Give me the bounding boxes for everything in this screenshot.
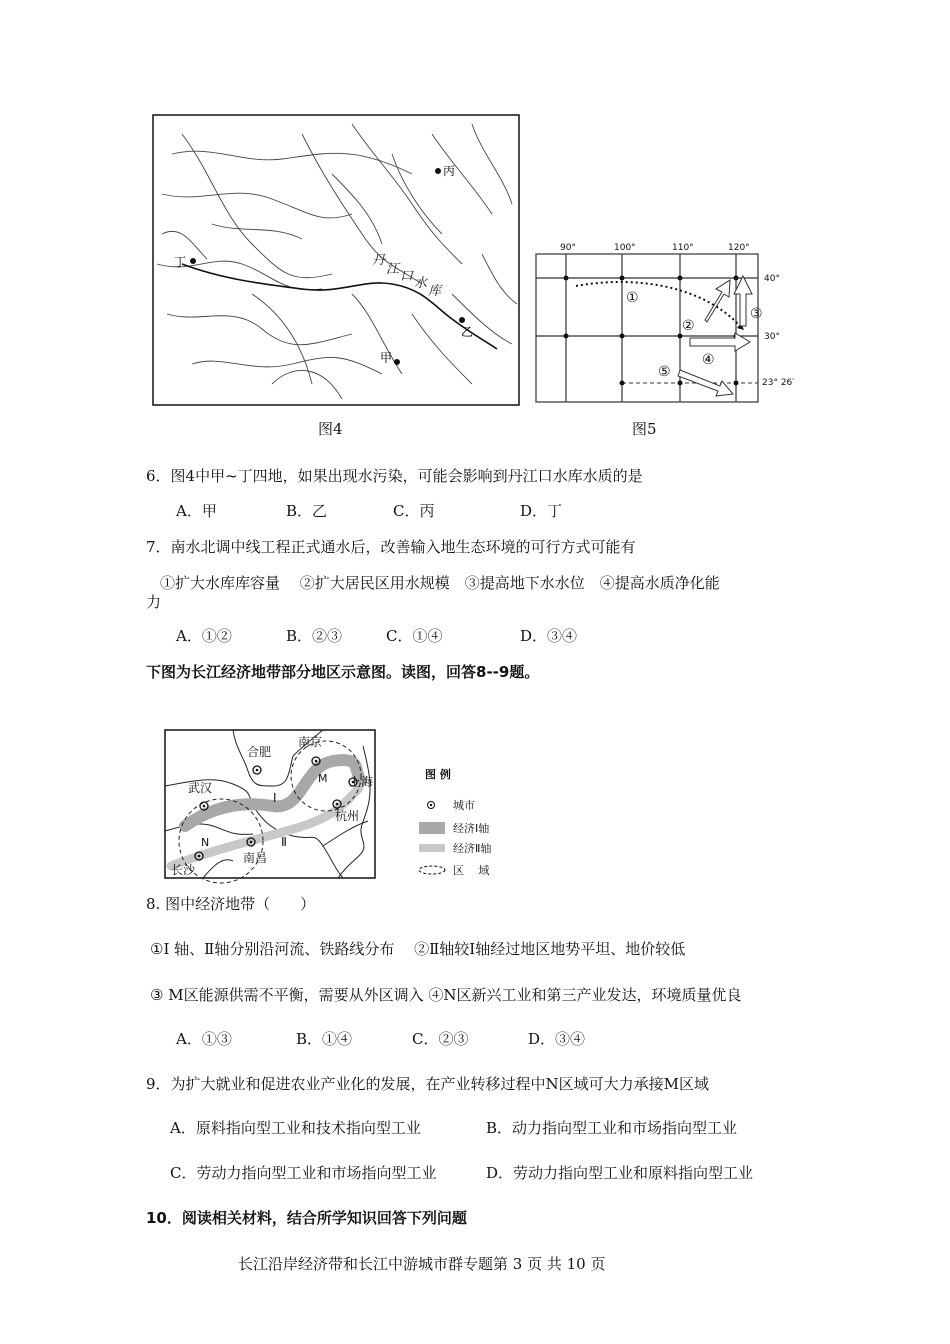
region-m-label: M [318, 772, 328, 785]
q8-stem: 8. 图中经济地带（ ） [146, 895, 316, 913]
q7-option-a: A．①② [176, 627, 232, 645]
city-shanghai: 上海 [349, 775, 374, 789]
city-wuhan: 武汉 [188, 781, 213, 795]
section-intro: 下图为长江经济地带部分地区示意图。读图，回答8--9题。 [146, 663, 540, 681]
city-hefei: 合肥 [247, 745, 272, 759]
label-ding: 丁 [174, 255, 187, 269]
q9-option-c: C．劳动力指向型工业和市场指向型工业 [170, 1164, 437, 1182]
q7-items-line1: ①扩大水库库容量 ②扩大居民区用水规模 ③提高地下水水位 ④提高水质净化能 [160, 574, 720, 592]
q9-option-b: B．动力指向型工业和市场指向型工业 [486, 1119, 738, 1137]
q6-stem: 6．图4中甲~丁四地，如果出现水污染，可能会影响到丹江口水库水质的是 [146, 467, 643, 485]
q7-option-d: D．③④ [520, 627, 578, 645]
legend-title: 图 例 [425, 768, 451, 781]
page-footer: 长江沿岸经济带和长江中游城市群专题第 3 页 共 10 页 [238, 1255, 606, 1273]
q6-option-a: A．甲 [176, 502, 217, 520]
lat-label: 30° [764, 332, 780, 342]
reservoir-char: 丹 [372, 253, 386, 268]
marker-1: ① [626, 290, 639, 306]
marker-5: ⑤ [658, 364, 671, 380]
axis-2-label: Ⅱ [281, 835, 287, 849]
q10-stem: 10．阅读相关材料，结合所学知识回答下列问题 [146, 1209, 467, 1227]
q9-stem: 9．为扩大就业和促进农业产业化的发展，在产业转移过程中N区域可大力承接M区域 [146, 1075, 710, 1093]
reservoir-char: 江 [386, 262, 400, 277]
lon-label: 120° [728, 243, 750, 253]
q8-option-a: A．①③ [176, 1030, 232, 1048]
lon-label: 100° [614, 243, 636, 253]
label-yi: 乙 [461, 325, 474, 339]
lon-label: 90° [560, 243, 576, 253]
city-hangzhou: 杭州 [335, 809, 360, 823]
q7-stem: 7．南水北调中线工程正式通水后，改善输入地生态环境的可行方式可能有 [146, 538, 636, 556]
marker-4: ④ [702, 352, 715, 368]
q6-option-c: C．丙 [393, 502, 435, 520]
figure-5-diagram [530, 238, 795, 408]
region-n-label: N [201, 836, 210, 849]
city-nanjing: 南京 [298, 735, 323, 749]
label-bing: 丙 [443, 164, 456, 178]
q6-option-d: D．丁 [520, 502, 563, 520]
yangtze-map [163, 726, 523, 884]
marker-3: ③ [750, 306, 763, 322]
city-changsha: 长沙 [171, 863, 196, 877]
q6-option-b: B．乙 [286, 502, 328, 520]
figure-4-map [152, 114, 522, 408]
reservoir-char: 库 [428, 284, 442, 299]
axis-1-label: Ⅰ [273, 791, 277, 805]
q8-option-c: C．②③ [412, 1030, 469, 1048]
q9-option-a: A．原料指向型工业和技术指向型工业 [170, 1119, 421, 1137]
label-jia: 甲 [380, 351, 393, 365]
lat-label: 23° 26′ [762, 378, 795, 388]
city-nanchang: 南昌 [243, 851, 268, 865]
reservoir-char: 口 [400, 269, 414, 284]
q9-option-d: D．劳动力指向型工业和原料指向型工业 [486, 1164, 754, 1182]
lat-label: 40° [764, 274, 780, 284]
legend-city: 城市 [453, 799, 475, 812]
legend-axis-2: 经济Ⅱ轴 [453, 842, 492, 855]
q7-option-b: B．②③ [286, 627, 343, 645]
figure-4-caption: 图4 [318, 420, 343, 438]
q7-option-c: C．①④ [386, 627, 443, 645]
q8-items-line1: ①Ⅰ 轴、Ⅱ轴分别沿河流、铁路线分布 ②Ⅱ轴较Ⅰ轴经过地区地势平坦、地价较低 [150, 940, 686, 958]
lon-label: 110° [672, 243, 694, 253]
marker-2: ② [682, 318, 695, 334]
q7-items-line2: 力 [146, 593, 162, 611]
figure-5-caption: 图5 [632, 420, 657, 438]
legend-axis-1: 经济Ⅰ轴 [453, 822, 490, 835]
reservoir-char: 水 [414, 276, 428, 291]
legend-region: 区 域 [453, 864, 490, 877]
q8-option-b: B．①④ [296, 1030, 353, 1048]
q8-option-d: D．③④ [528, 1030, 586, 1048]
q8-items-line2: ③ M区能源供需不平衡，需要从外区调入 ④N区新兴工业和第三产业发达，环境质量优良 [150, 986, 742, 1004]
